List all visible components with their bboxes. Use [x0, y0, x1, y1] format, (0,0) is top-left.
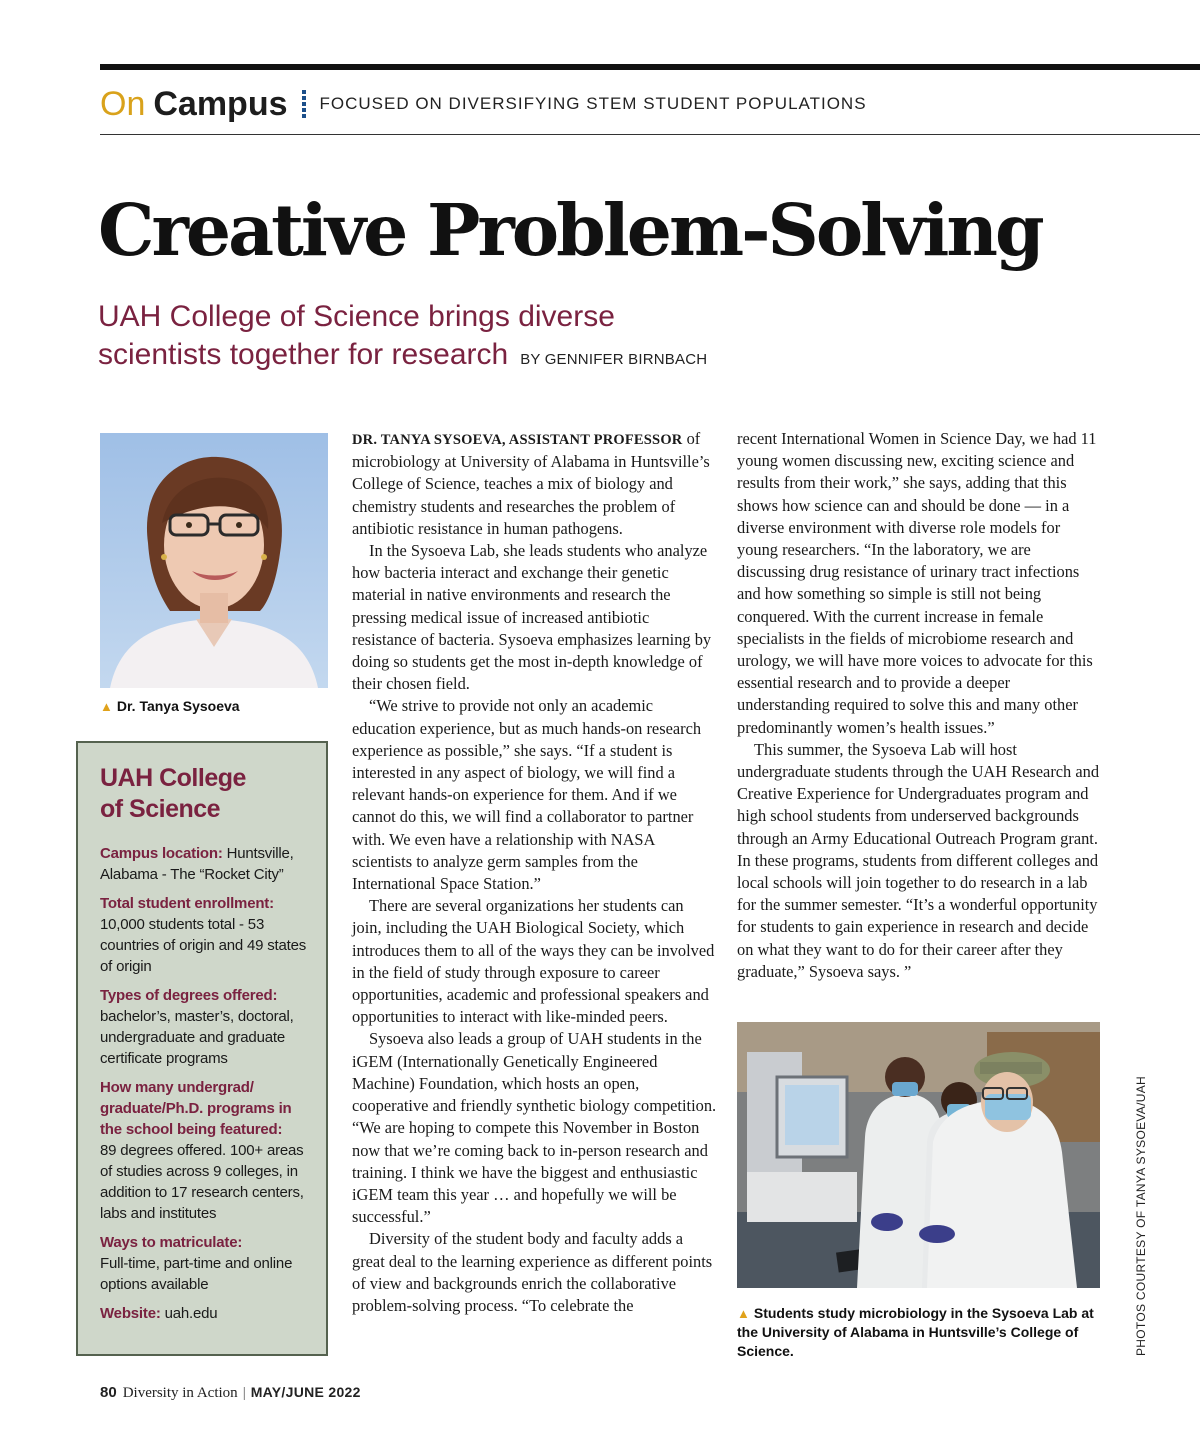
lab-photo	[737, 1022, 1100, 1288]
fact-value: 89 degrees offered. 100+ areas of studies across 9 colleges, in addition to 17 research centers, labs and institutes	[100, 1142, 304, 1222]
paragraph-2: In the Sysoeva Lab, she leads students who analyze how bacteria interact and exchange their genetic material in native environments and research the pressing medical issue of increased antibiotic resistance of bacteria. Sysoeva emphasizes learning by doing so students get the most in-depth knowledge of their chosen field.	[352, 541, 712, 694]
header-rule	[100, 134, 1200, 135]
kicker-on: On	[100, 84, 146, 123]
fact-enrollment	[100, 893, 312, 977]
article-column-2	[737, 428, 1102, 983]
kicker-topic: FOCUSED ON DIVERSIFYING STEM STUDENT POPULATIONS	[319, 94, 867, 113]
subhead	[98, 298, 707, 379]
issue-date: MAY/JUNE 2022	[250, 1384, 361, 1400]
fact-degrees	[100, 985, 312, 1069]
kicker-divider	[302, 90, 306, 118]
fact-campus-location	[100, 843, 312, 885]
subhead-line-2-text: scientists together for research	[98, 338, 509, 371]
page-footer	[100, 1384, 361, 1402]
subhead-line-2	[98, 336, 707, 379]
caption-triangle-icon: ▲	[737, 1306, 750, 1321]
page-number: 80	[100, 1384, 117, 1401]
caption-triangle-icon: ▲	[100, 699, 113, 714]
lab-caption	[737, 1304, 1097, 1361]
top-rule	[100, 64, 1200, 70]
fact-value: Huntsville, Alabama - The “Rocket City”	[100, 845, 294, 883]
fact-value: Full-time, part-time and online options available	[100, 1255, 293, 1293]
portrait-photo	[100, 433, 328, 688]
lead-in: DR. TANYA SYSOEVA, ASSISTANT PROFESSOR	[352, 432, 683, 448]
paragraph-7: This summer, the Sysoeva Lab will host undergraduate students through the UAH Research and Creative Experience for Undergraduates program and high school students from underserved backgrounds through an Army Educational Outreach Program grant. In these programs, students from different colleges and local schools will join together to do research in a lab for the summer semester. “It’s a wonderful opportunity for students to gain experience in research and decide on what they want to do for their career after they graduate,” Sysoeva says. ”	[737, 739, 1100, 981]
magazine-name: Diversity in Action	[122, 1385, 238, 1401]
paragraph-6-continued: recent International Women in Science Day, we had 11 young women discussing new, exciting science and results from their work,” she says, adding that this shows how science can and should be done — in a diverse environment with diverse role models for young researchers. “In the laboratory, we are discussing drug resistance of urinary tract infections and how something so simple is still not being conquered. With the current increase in female specialists in the fields of microbiome research and urology, we will have more voices to advocate for this essential research and to provide a deeper understanding required to solve this and many other predominantly women’s health issues.”	[737, 429, 1097, 737]
fact-label: Total student enrollment:	[100, 895, 274, 912]
paragraph-1	[352, 428, 717, 540]
byline: BY GENNIFER BIRNBACH	[520, 351, 708, 368]
paragraph-1-text: of microbiology at University of Alabama in Huntsville’s College of Science, teaches a mix of biology and chemistry students and researches the problem of antibiotic resistance in human pathogens.	[352, 429, 710, 538]
fact-label: Ways to matriculate:	[100, 1234, 243, 1251]
fact-box-title-line-1: UAH College	[100, 764, 246, 792]
fact-programs	[100, 1077, 312, 1224]
lab-caption-text: Students study microbiology in the Sysoeva Lab at the University of Alabama in Huntsville’s College of Science.	[737, 1305, 1094, 1359]
fact-box	[76, 741, 328, 1356]
section-kicker	[100, 80, 867, 128]
paragraph-6: Diversity of the student body and faculty adds a great deal to the learning experience as different points of view and backgrounds enrich the collaborative problem-solving process. “To celebrate the	[352, 1229, 713, 1315]
paragraph-4: There are several organizations her students can join, including the UAH Biological Society, which introduces them to all of the ways they can be involved in the field of study through exposure to career opportunities, academic and professional speakers and opportunities to interact with like-minded peers.	[352, 896, 715, 1027]
paragraph-3: “We strive to provide not only an academic education experience, but as much hands-on research experience as possible,” she says. “If a student is interested in any aspect of biology, we will find a relevant hands-on experience for them. And if we cannot do this, we will find a collaborator to partner with. We even have a relationship with NASA scientists to analyze germ samples from the International Space Station.”	[352, 696, 702, 894]
website-link[interactable]: uah.edu	[164, 1305, 218, 1322]
fact-label: How many undergrad/ graduate/Ph.D. programs in the school being featured:	[100, 1079, 292, 1138]
fact-label: Types of degrees offered:	[100, 987, 278, 1004]
kicker-campus: Campus	[153, 84, 288, 123]
paragraph-5: Sysoeva also leads a group of UAH students in the iGEM (Internationally Genetically Engineered Machine) Foundation, which hosts an open, cooperative and friendly synthetic biology competition. “We are hoping to compete this November in Boston now that we’re coming back to in-person research and training. I think we have the biggest and enthusiastic iGEM team this year … and hopefully we will be successful.”	[352, 1029, 717, 1227]
article-column-1	[352, 428, 717, 1317]
portrait-caption	[100, 697, 340, 716]
fact-value: bachelor’s, master’s, doctoral, undergraduate and graduate certificate programs	[100, 1008, 294, 1067]
portrait-illustration	[100, 433, 328, 688]
headline: Creative Problem-Solving	[98, 188, 1042, 272]
fact-label: Campus location:	[100, 845, 223, 862]
fact-website	[100, 1303, 312, 1324]
portrait-caption-text: Dr. Tanya Sysoeva	[116, 698, 240, 714]
photo-credit: PHOTOS COURTESY OF TANYA SYSOEVA/UAH	[1134, 1076, 1148, 1356]
lab-illustration	[737, 1022, 1100, 1288]
fact-value: 10,000 students total - 53 countries of origin and 49 states of origin	[100, 916, 307, 975]
footer-separator: |	[242, 1385, 246, 1401]
fact-label: Website:	[100, 1305, 161, 1322]
fact-matriculate	[100, 1232, 312, 1295]
fact-box-title	[100, 763, 312, 825]
fact-box-title-line-2: of Science	[100, 795, 221, 823]
subhead-line-1: UAH College of Science brings diverse	[98, 300, 615, 333]
